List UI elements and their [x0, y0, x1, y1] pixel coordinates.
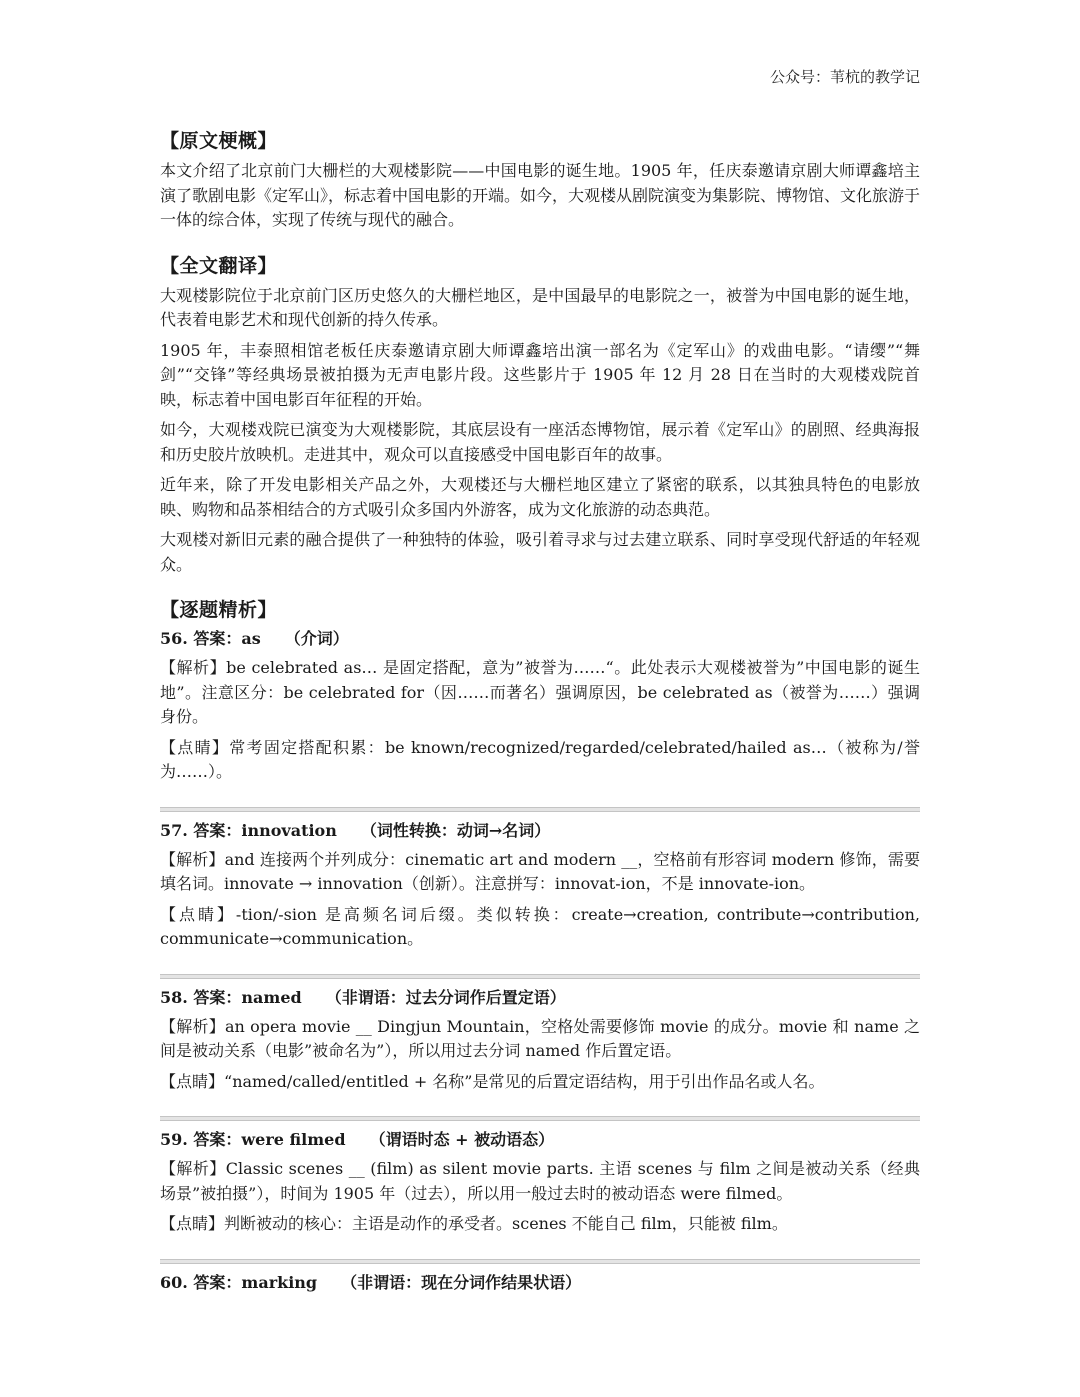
analysis-tag: 【解析】 [160, 1016, 225, 1036]
translation-paragraph: 近年来，除了开发电影相关产品之外，大观楼还与大栅栏地区建立了紧密的联系，以其独具特色的电影放映、购物和品茶相结合的方式吸引众多国内外游客，成为文化旅游的动态典范。 [160, 475, 920, 519]
tip-tag: 【点睛】 [160, 904, 236, 924]
analysis-text: Classic scenes __ (film) as silent movie parts. 主语 scenes 与 film 之间是被动关系（经典场景”被拍摄”），时间为 1905 年（过去），所以用一般过去时的被动语态 were filmed。 [160, 1159, 920, 1203]
analysis-paragraph [160, 656, 920, 730]
analysis-tag: 【解析】 [160, 658, 227, 677]
tip-tag: 【点睛】 [160, 1071, 225, 1091]
question-type: （谓语时态 + 被动语态） [369, 1130, 555, 1149]
divider [160, 1259, 920, 1264]
analysis-paragraph [160, 848, 920, 897]
summary-section [160, 126, 920, 233]
divider [160, 974, 920, 979]
analysis-text: and 连接两个并列成分：cinematic art and modern __，空格前有形容词 modern 修饰，需要填名词。innovate → innovation（创新）。注意拼写：innovat-ion，不是 innovate-ion。 [160, 849, 920, 893]
divider [160, 807, 920, 812]
question-head [160, 987, 920, 1009]
tip-text: 常考固定搭配积累：be known/recognized/regarded/celebrated/hailed as…（被称为/誉为……）。 [160, 737, 920, 781]
answer-label: 60. 答案：marking [160, 1272, 318, 1292]
analysis-text: be celebrated as… 是固定搭配，意为”被誉为……“。此处表示大观楼被誉为”中国电影的诞生地”。注意区分：be celebrated for（因……而著名）强调原因，be celebrated as（被誉为……）强调身份。 [160, 658, 920, 726]
analysis-paragraph [160, 1157, 920, 1206]
question-58 [160, 987, 920, 1095]
analysis-text: an opera movie __ Dingjun Mountain，空格处需要修饰 movie 的成分。movie 和 name 之间是被动关系（电影”被命名为”），所以用过去分词 named 作后置定语。 [160, 1016, 920, 1060]
question-type: （非谓语：现在分词作结果状语） [341, 1272, 582, 1292]
question-head [160, 820, 920, 842]
summary-title: 【原文梗概】 [160, 130, 278, 152]
question-type: （非谓语：过去分词作后置定语） [325, 987, 566, 1007]
account-note: 公众号：苇杭的教学记 [769, 68, 920, 86]
answer-label: 56. 答案：as [160, 629, 261, 648]
translation-paragraph: 大观楼影院位于北京前门区历史悠久的大栅栏地区，是中国最早的电影院之一，被誉为中国电影的诞生地，代表着电影艺术和现代创新的持久传承。 [160, 285, 920, 329]
question-57 [160, 820, 920, 952]
translation-title: 【全文翻译】 [160, 254, 278, 277]
translation-section [160, 251, 920, 578]
answer-label: 57. 答案：innovation [160, 820, 337, 840]
tip-text: 判断被动的核心：主语是动作的承受者。scenes 不能自己 film，只能被 film。 [224, 1214, 788, 1233]
tip-tag: 【点睛】 [160, 737, 230, 757]
tip-paragraph [160, 1212, 920, 1237]
translation-paragraph: 大观楼对新旧元素的融合提供了一种独特的体验，吸引着寻求与过去建立联系、同时享受现代舒适的年轻观众。 [160, 530, 920, 574]
tip-paragraph [160, 736, 920, 785]
tip-text: -tion/-sion 是高频名词后缀。类似转换：create→creation, contribute→contribution, communicate→communication。 [160, 904, 920, 948]
tip-paragraph [160, 903, 920, 952]
question-type: （词性转换：动词→名词） [360, 820, 551, 840]
answer-label: 59. 答案：were filmed [160, 1130, 346, 1149]
divider [160, 1116, 920, 1121]
analysis-section [160, 595, 920, 1294]
question-56 [160, 628, 920, 785]
tip-paragraph [160, 1070, 920, 1095]
analysis-tag: 【解析】 [160, 1159, 226, 1178]
tip-tag: 【点睛】 [160, 1214, 225, 1233]
document-body [160, 126, 920, 1312]
translation-paragraph: 如今，大观楼戏院已演变为大观楼影院，其底层设有一座活态博物馆，展示着《定军山》的剧照、经典海报和历史胶片放映机。走进其中，观众可以直接感受中国电影百年的故事。 [160, 420, 920, 464]
question-type: （介词） [284, 629, 349, 648]
analysis-paragraph [160, 1015, 920, 1064]
analysis-tag: 【解析】 [160, 849, 225, 869]
question-head [160, 1272, 920, 1294]
question-60 [160, 1272, 920, 1294]
analysis-title: 【逐题精析】 [160, 599, 278, 621]
translation-paragraph: 1905 年，丰泰照相馆老板任庆泰邀请京剧大师谭鑫培出演一部名为《定军山》的戏曲电影。“请缨”“舞剑”“交锋”等经典场景被拍摄为无声电影片段。这些影片于 1905 年 12 月 28 日在当时的大观楼戏院首映，标志着中国电影百年征程的开始。 [160, 340, 920, 409]
question-head [160, 1129, 920, 1151]
answer-label: 58. 答案：named [160, 987, 302, 1007]
question-59 [160, 1129, 920, 1237]
question-head [160, 628, 920, 650]
summary-text: 本文介绍了北京前门大栅栏的大观楼影院——中国电影的诞生地。1905 年，任庆泰邀请京剧大师谭鑫培主演了歌剧电影《定军山》，标志着中国电影的开端。如今，大观楼从剧院演变为集影院、博物馆、文化旅游于一体的综合体，实现了传统与现代的融合。 [160, 161, 921, 229]
tip-text: “named/called/entitled + 名称”是常见的后置定语结构，用于引出作品名或人名。 [224, 1071, 825, 1091]
